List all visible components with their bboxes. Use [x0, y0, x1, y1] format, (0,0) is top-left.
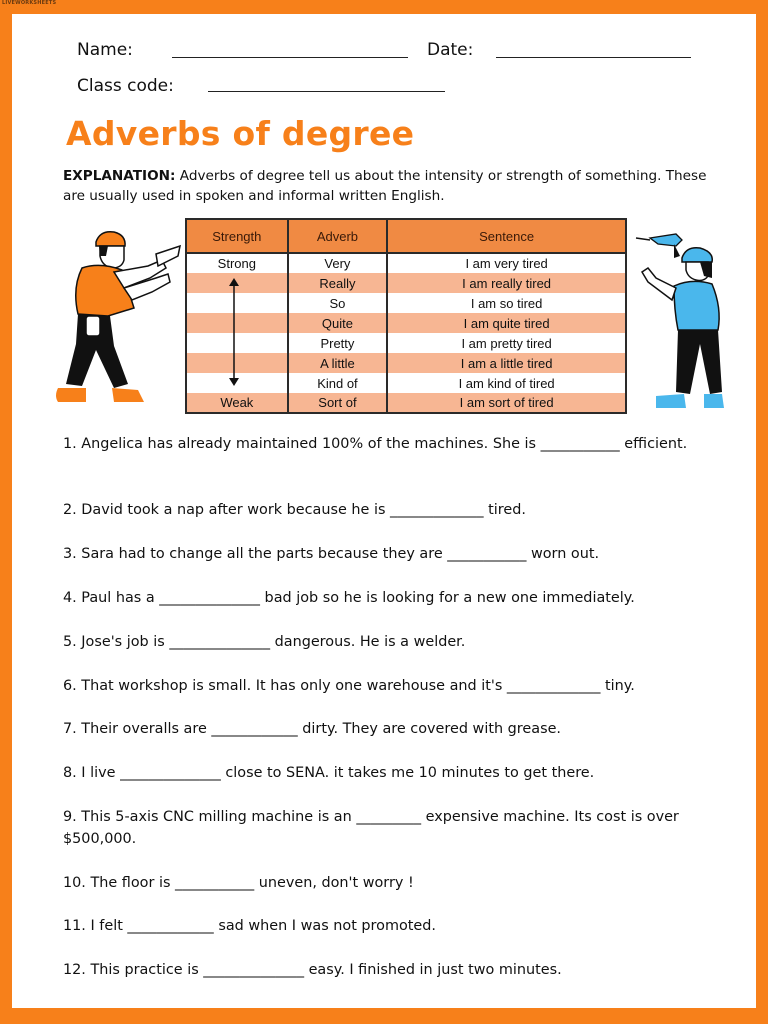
- sentence-cell: I am pretty tired: [387, 333, 626, 353]
- sentence-cell: I am a little tired: [387, 353, 626, 373]
- question-item: 8. I live ______________ close to SENA. it takes me 10 minutes to get there.: [63, 765, 595, 781]
- question-item: 4. Paul has a ______________ bad job so he is looking for a new one immediately.: [63, 590, 635, 606]
- adverbs-table: [185, 218, 627, 414]
- table-row: [186, 253, 626, 273]
- strength-cell: Weak: [186, 393, 288, 413]
- table-row: [186, 353, 626, 373]
- adverb-cell: Pretty: [288, 333, 388, 353]
- name-label: Name:: [77, 40, 133, 60]
- sentence-cell: I am kind of tired: [387, 373, 626, 393]
- sentence-cell: I am sort of tired: [387, 393, 626, 413]
- table-row: [186, 333, 626, 353]
- explanation-text: Adverbs of degree tell us about the intensity or strength of something. These are usually used in spoken and informal written English.: [63, 168, 707, 204]
- adverb-cell: A little: [288, 353, 388, 373]
- double-arrow-icon: [226, 276, 242, 388]
- page-title: Adverbs of degree: [66, 114, 415, 153]
- question-item: 5. Jose's job is ______________ dangerous. He is a welder.: [63, 634, 466, 650]
- question-item: 12. This practice is ______________ easy. I finished in just two minutes.: [63, 962, 562, 978]
- adverb-cell: Really: [288, 273, 388, 293]
- class-code-label: Class code:: [77, 76, 174, 96]
- table-row: [186, 373, 626, 393]
- adverb-cell: Very: [288, 253, 388, 273]
- question-item: 10. The floor is ___________ uneven, don't worry !: [63, 875, 414, 891]
- left-worker-illustration: [52, 226, 184, 408]
- right-worker-illustration: [634, 228, 726, 410]
- table-row: [186, 273, 626, 293]
- column-header-sentence: Sentence: [387, 219, 626, 253]
- explanation-label: EXPLANATION:: [63, 168, 176, 184]
- question-item: 2. David took a nap after work because he is _____________ tired.: [63, 502, 526, 518]
- sentence-cell: I am really tired: [387, 273, 626, 293]
- adverb-cell: Kind of: [288, 373, 388, 393]
- table-row: [186, 313, 626, 333]
- adverb-cell: Sort of: [288, 393, 388, 413]
- column-header-strength: Strength: [186, 219, 288, 253]
- watermark: LIVEWORKSHEETS: [2, 0, 57, 6]
- adverb-cell: Quite: [288, 313, 388, 333]
- date-label: Date:: [427, 40, 474, 60]
- date-field[interactable]: [496, 57, 691, 58]
- question-item: 6. That workshop is small. It has only one warehouse and it's _____________ tiny.: [63, 678, 635, 694]
- table-header-row: [186, 219, 626, 253]
- column-header-adverb: Adverb: [288, 219, 388, 253]
- question-item: 3. Sara had to change all the parts because they are ___________ worn out.: [63, 546, 600, 562]
- sentence-cell: I am quite tired: [387, 313, 626, 333]
- question-item: 11. I felt ____________ sad when I was not promoted.: [63, 918, 436, 934]
- class-code-field[interactable]: [208, 91, 445, 92]
- sentence-cell: I am so tired: [387, 293, 626, 313]
- adverb-cell: So: [288, 293, 388, 313]
- sentence-cell: I am very tired: [387, 253, 626, 273]
- question-item: 7. Their overalls are ____________ dirty. They are covered with grease.: [63, 721, 561, 737]
- table-row: [186, 393, 626, 413]
- question-item: 1. Angelica has already maintained 100% of the machines. She is ___________ efficient.: [63, 436, 688, 452]
- strength-cell: Strong: [186, 253, 288, 273]
- question-item: 9. This 5-axis CNC milling machine is an _________ expensive machine. Its cost is over $500,000.: [63, 809, 679, 847]
- explanation: [63, 166, 713, 206]
- name-field[interactable]: [172, 57, 408, 58]
- table-row: [186, 293, 626, 313]
